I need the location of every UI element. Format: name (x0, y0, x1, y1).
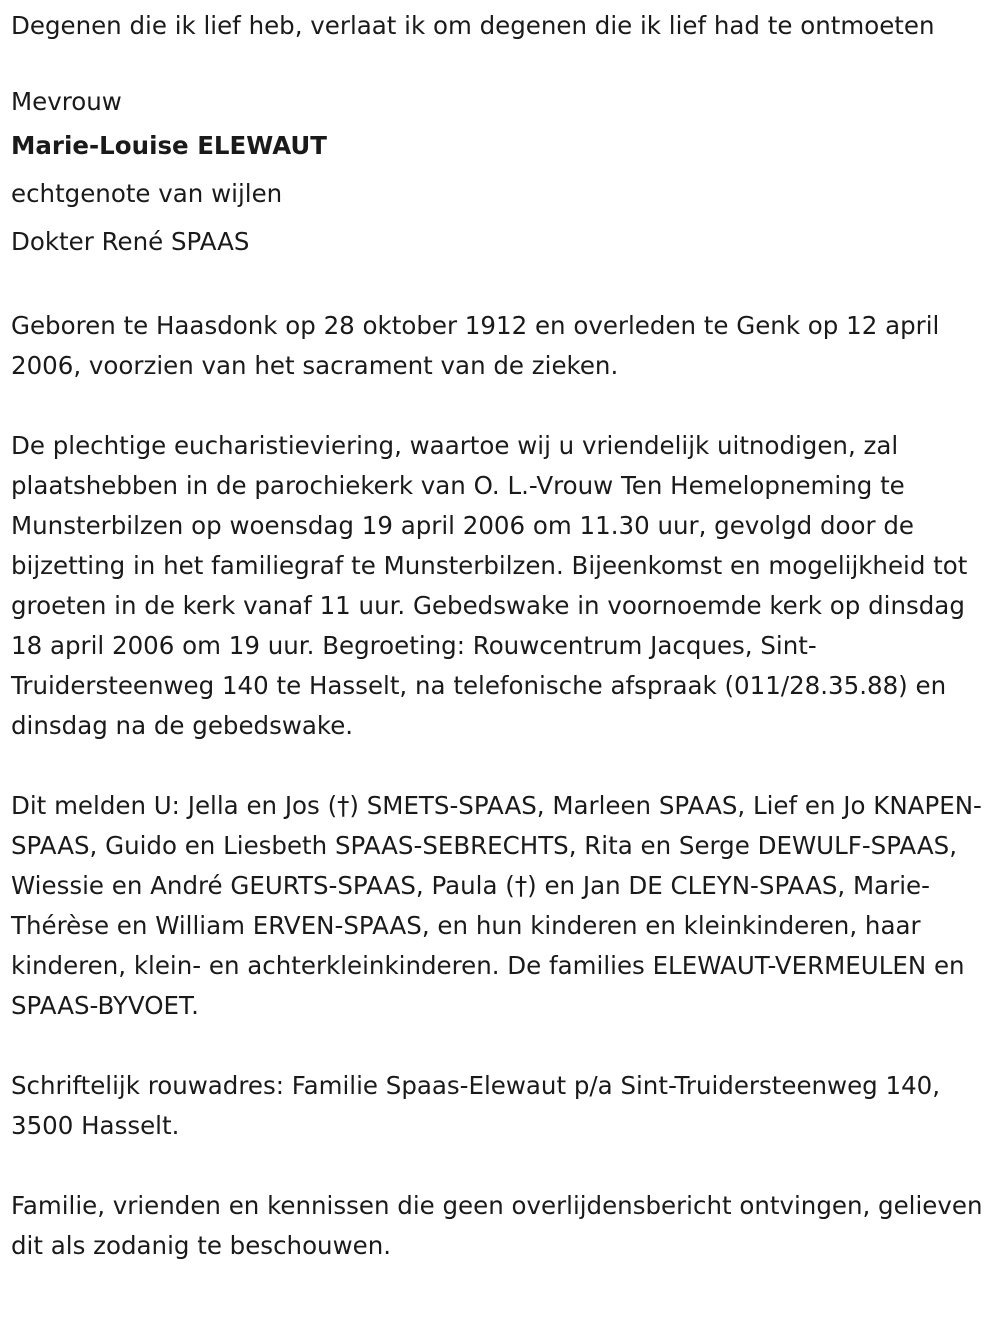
closing-paragraph: Familie, vrienden en kennissen die geen overlijdensbericht ontvingen, gelieven dit als zodanig te beschouwen. (11, 1191, 983, 1260)
deceased-block (11, 82, 991, 266)
salutation: Mevrouw (11, 87, 122, 116)
address-paragraph: Schriftelijk rouwadres: Familie Spaas-Elewaut p/a Sint-Truidersteenweg 140, 3500 Hasselt. (11, 1071, 941, 1140)
spouse-name: Dokter René SPAAS (11, 227, 250, 256)
ceremony-paragraph: De plechtige eucharistieviering, waartoe wij u vriendelijk uitnodigen, zal plaatshebben in de parochiekerk van O. L.-Vrouw Ten Hemelopneming te Munsterbilzen op woensdag 19 april 2006 om 11.30 uur, gevolgd door de bijzetting in het familiegraf te Munsterbilzen. Bijeenkomst en mogelijkheid tot groeten in de kerk vanaf 11 uur. Gebedswake in voornoemde kerk op dinsdag 18 april 2006 om 19 uur. Begroeting: Rouwcentrum Jacques, Sint-Truidersteenweg 140 te Hasselt, na telefonische afspraak (011/28.35.88) en dinsdag na de gebedswake. (11, 431, 968, 740)
birth-death-paragraph: Geboren te Haasdonk op 28 oktober 1912 en overleden te Genk op 12 april 2006, voorzien van het sacrament van de zieken. (11, 311, 940, 380)
obituary-document (11, 6, 991, 1266)
deceased-name: Marie-Louise ELEWAUT (11, 131, 328, 160)
family-notice-paragraph: Dit melden U: Jella en Jos (†) SMETS-SPAAS, Marleen SPAAS, Lief en Jo KNAPEN-SPAAS, Guido en Liesbeth SPAAS-SEBRECHTS, Rita en Serge DEWULF-SPAAS, Wiessie en André GEURTS-SPAAS, Paula (†) en Jan DE CLEYN-SPAAS, Marie-Thérèse en William ERVEN-SPAAS, en hun kinderen en kleinkinderen, haar kinderen, klein- en achterkleinkinderen. De families ELEWAUT-VERMEULEN en SPAAS-BYVOET. (11, 791, 982, 1020)
relation-text: echtgenote van wijlen (11, 179, 283, 208)
opening-quote: Degenen die ik lief heb, verlaat ik om degenen die ik lief had te ontmoeten (11, 11, 935, 40)
